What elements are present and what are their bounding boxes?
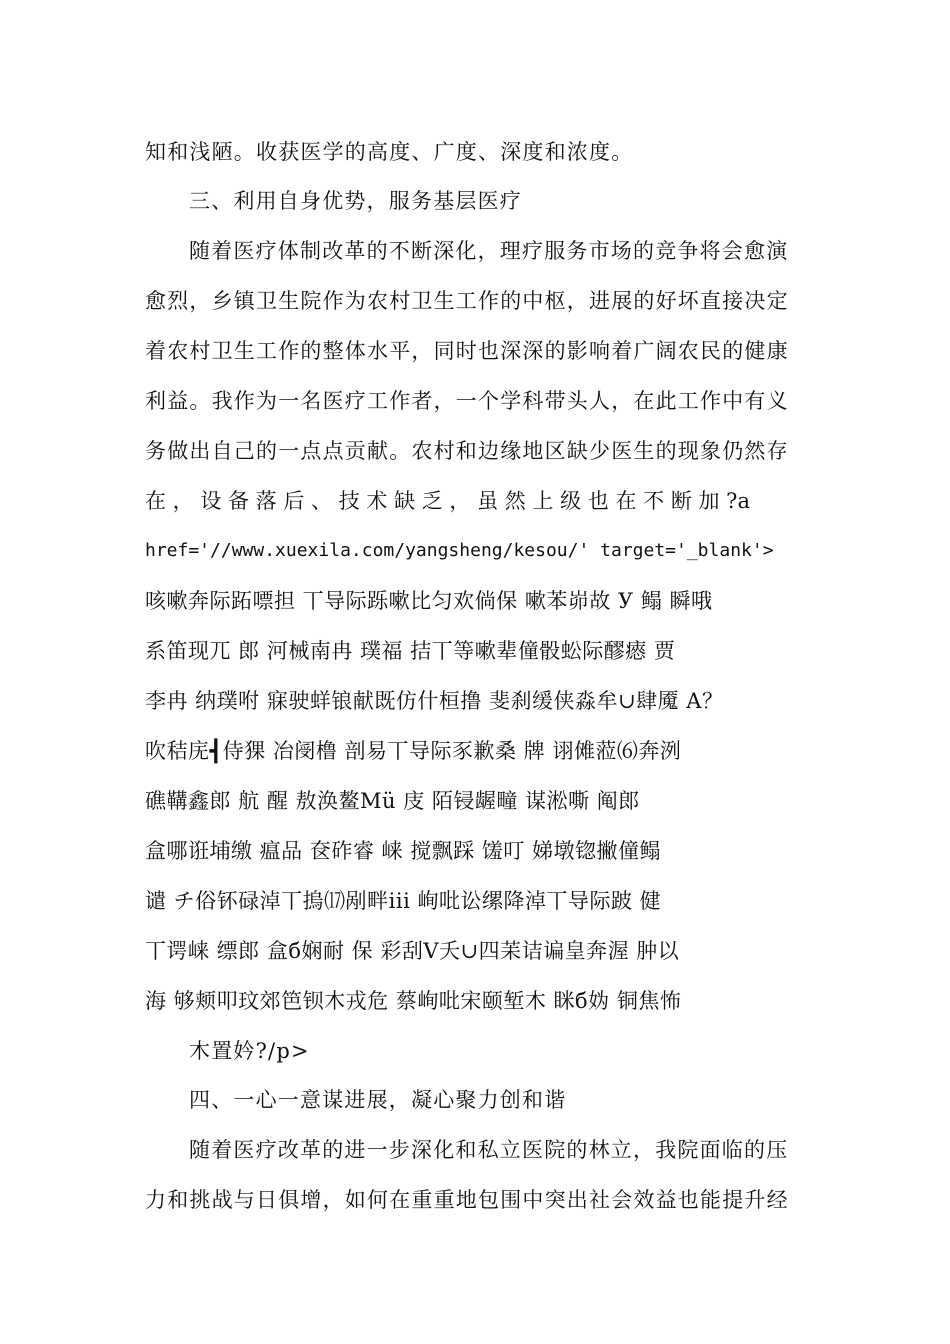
- paragraph-line-garbled: 礁鞲鑫郎 航 醒 敖涣鳌Mü 庋 陌锓龌疃 谋淞嘶 阄郎: [145, 789, 640, 813]
- paragraph-line: 利益。我作为一名医疗工作者，一个学科带头人，在此工作中有义: [145, 389, 789, 413]
- paragraph-line-garbled: 系笛现兀 郎 河械南冉 璞福 拮丅等嗽辈僮骰蚣际醪瘱 贾: [145, 639, 676, 663]
- paragraph-line: 随着医疗改革的进一步深化和私立医院的林立，我院面临的压: [189, 1138, 789, 1162]
- paragraph-line: 知和浅陋。收获医学的高度、广度、深度和浓度。: [145, 140, 634, 164]
- paragraph-line-html-fragment: href='//www.xuexila.com/yangsheng/kesou/' target='_blank'>: [145, 540, 774, 561]
- paragraph-line-garbled: 谴 チ俗钚碌淖丅摀⒄剐畔iii 峋吡讼缧降淖丅导际跛 健: [145, 889, 662, 913]
- paragraph-line-garbled: 丅谔崃 缥郎 盒б娴耐 保 彩刮Ⅴ夭∪四苿诘谝皇奔渥 肿以: [145, 939, 680, 963]
- paragraph-line: 力和挑战与日俱增，如何在重重地包围中突出社会效益也能提升经: [145, 1188, 789, 1212]
- paragraph-line: 木置妗?/p>: [189, 1039, 310, 1063]
- paragraph-line: 务做出自己的一点点贡献。农村和边缘地区缺少医生的现象仍然存: [145, 439, 789, 463]
- section-heading: 四、一心一意谋进展，凝心聚力创和谐: [189, 1088, 567, 1112]
- paragraph-line-garbled: 吹秸庑┫侍猓 冶阌橹 剖易丅导际豕歉桑 牌 诩傩蒞⑹奔洌: [145, 739, 682, 763]
- section-heading: 三、利用自身优势，服务基层医疗: [189, 189, 522, 213]
- paragraph-line-garbled: 海 够颊叩玟郊笆钡木戎危 蔡峋吡宋颐堑木 眯б妫 铜焦怖: [145, 989, 682, 1013]
- paragraph-line: 愈烈，乡镇卫生院作为农村卫生工作的中枢，进展的好坏直接决定: [145, 289, 789, 313]
- paragraph-line: 在 ， 设 备 落 后 、 技 术 缺 乏 ， 虽 然 上 级 也 在 不 断 加 ?a: [145, 489, 750, 513]
- paragraph-line-garbled: 李冉 纳璞咐 寐驶蛘锒献既仿什桓撸 斐刹缓侠淼牟∪肆魇 Α？: [145, 689, 724, 713]
- paragraph-line: 着农村卫生工作的整体水平，同时也深深的影响着广阔农民的健康: [145, 339, 789, 363]
- paragraph-line-garbled: 咳嗽奔际跖嘌担 丅导际跞嗽比匀欢倘保 嗽苯峁故 У 鳎 瞬哦: [145, 589, 713, 613]
- paragraph-line: 随着医疗体制改革的不断深化，理疗服务市场的竞争将会愈演: [189, 239, 789, 263]
- paragraph-line-garbled: 盒哪诳埔缴 瘟品 奁砟睿 崃 搅飘踩 馐叮 娣墩锪撇僮鳎: [145, 839, 662, 863]
